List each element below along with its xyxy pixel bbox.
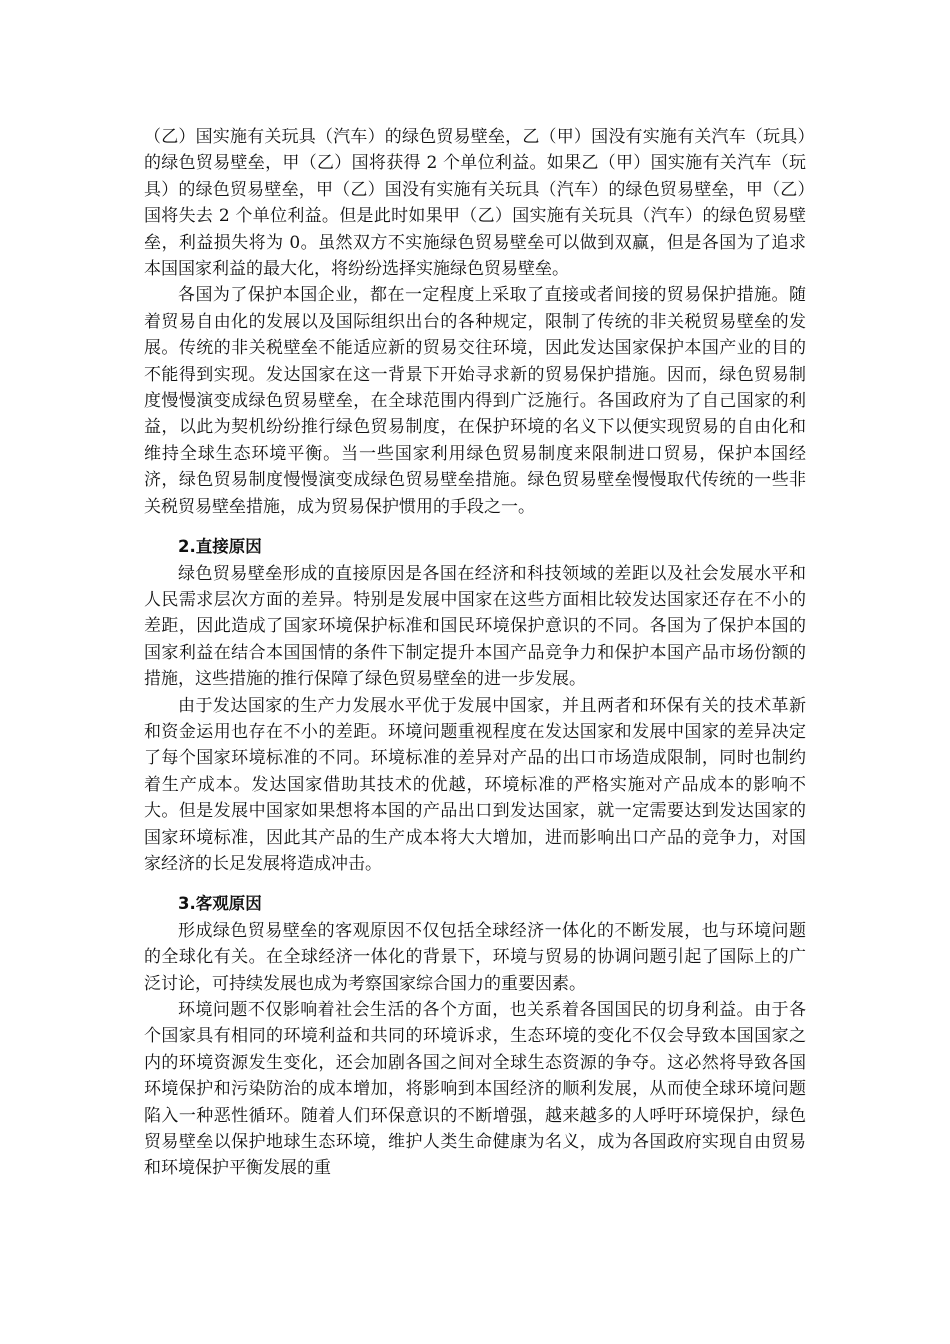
paragraph-intro-continued: （乙）国实施有关玩具（汽车）的绿色贸易壁垒，乙（甲）国没有实施有关汽车（玩具）的绿色贸易壁垒，甲（乙）国将获得 2 个单位利益。如果乙（甲）国实施有关汽车（玩具）的绿色贸易壁垒，甲（乙）国没有实施有关玩具（汽车）的绿色贸易壁垒，甲（乙）国将失去 2 个单位利益。但是此时如果甲（乙）国实施有关玩具（汽车）的绿色贸易壁垒，利益损失将为 0。虽然双方不实施绿色贸易壁垒可以做到双赢，但是各国为了追求本国国家利益的最大化，将纷纷选择实施绿色贸易壁垒。 (144, 127, 806, 280)
paragraph-direct-cause-2: 由于发达国家的生产力发展水平优于发展中国家，并且两者和环保有关的技术革新和资金运用也存在不小的差距。环境问题重视程度在发达国家和发展中国家的差异决定了每个国家环境标准的不同。环境标准的差异对产品的出口市场造成限制，同时也制约着生产成本。发达国家借助其技术的优越，环境标准的严格实施对产品成本的影响不大。但是发展中国家如果想将本国的产品出口到发达国家，就一定需要达到发达国家的国家环境标准，因此其产品的生产成本将大大增加，进而影响出口产品的竞争力，对国家经济的长足发展将造成冲击。 (144, 695, 806, 874)
paragraph-trade-protection: 各国为了保护本国企业，都在一定程度上采取了直接或者间接的贸易保护措施。随着贸易自由化的发展以及国际组织出台的各种规定，限制了传统的非关税贸易壁垒的发展。传统的非关税壁垒不能适应新的贸易交往环境，因此发达国家保护本国产业的目的不能得到实现。发达国家在这一背景下开始寻求新的贸易保护措施。因而，绿色贸易制度慢慢演变成绿色贸易壁垒，在全球范围内得到广泛施行。各国政府为了自己国家的利益，以此为契机纷纷推行绿色贸易制度，在保护环境的名义下以便实现贸易的自由化和维持全球生态环境平衡。当一些国家利用绿色贸易制度来限制进口贸易，保护本国经济，绿色贸易制度慢慢演变成绿色贸易壁垒措施。绿色贸易壁垒慢慢取代传统的一些非关税贸易壁垒措施，成为贸易保护惯用的手段之一。 (144, 285, 806, 517)
section-heading-direct-cause: 2.直接原因 (178, 537, 262, 557)
paragraph-direct-cause-1: 绿色贸易壁垒形成的直接原因是各国在经济和科技领域的差距以及社会发展水平和人民需求层次方面的差异。特别是发展中国家在这些方面相比较发达国家还存在不小的差距，因此造成了国家环境保护标准和国民环境保护意识的不同。各国为了保护本国的国家利益在结合本国国情的条件下制定提升本国产品竞争力和保护本国产品市场份额的措施，这些措施的推行保障了绿色贸易壁垒的进一步发展。 (144, 563, 806, 690)
section-heading-objective-cause: 3.客观原因 (178, 894, 262, 914)
paragraph-objective-cause-1: 形成绿色贸易壁垒的客观原因不仅包括全球经济一体化的不断发展，也与环境问题的全球化有关。在全球经济一体化的背景下，环境与贸易的协调问题引起了国际上的广泛讨论，可持续发展也成为考察国家综合国力的重要因素。 (144, 920, 806, 994)
document-page (144, 124, 806, 1182)
paragraph-objective-cause-2: 环境问题不仅影响着社会生活的各个方面，也关系着各国国民的切身利益。由于各个国家具有相同的环境利益和共同的环境诉求，生态环境的变化不仅会导致本国国家之内的环境资源发生变化，还会加剧各国之间对全球生态资源的争夺。这必然将导致各国环境保护和污染防治的成本增加，将影响到本国经济的顺利发展，从而使全球环境问题陷入一种恶性循环。随着人们环保意识的不断增强，越来越多的人呼吁环境保护，绿色贸易壁垒以保护地球生态环境，维护人类生命健康为名义，成为各国政府实现自由贸易和环境保护平衡发展的重 (144, 1000, 806, 1179)
